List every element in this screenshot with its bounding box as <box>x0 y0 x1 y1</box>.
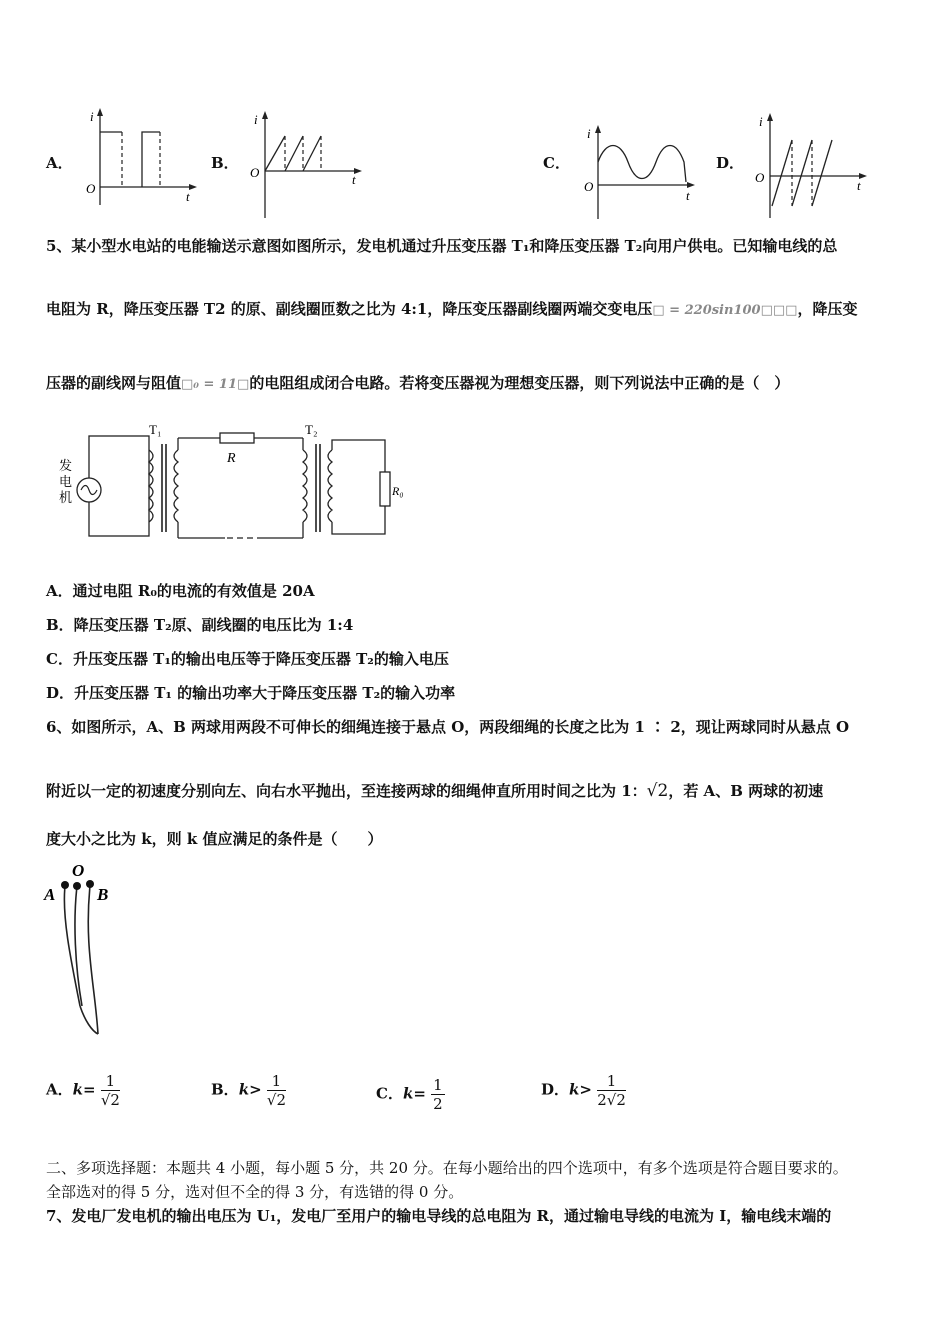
graph-d-axis-t: t <box>857 178 861 193</box>
resistor-r0-label: R₀ <box>392 484 404 498</box>
q5-formula-r0: □₀ = 11□ <box>181 377 250 392</box>
q5-line-2 <box>46 298 857 322</box>
graph-a-origin: O <box>86 181 96 196</box>
graph-c-axis-i: i <box>587 126 591 141</box>
t1-secondary-coil <box>174 450 178 522</box>
graph-d-axis-i: i <box>759 114 763 129</box>
graph-c-axis-t: t <box>686 188 690 203</box>
q6-option-b-label: B． <box>211 1080 239 1099</box>
q6-option-a-relation: k= <box>72 1080 96 1099</box>
graph-option-a-label: A． <box>46 154 73 172</box>
q6-fig-a: A <box>44 885 56 904</box>
q5-line-3-tail: 的电阻组成闭合电路。若将变压器视为理想变压器，则下列说法中正确的是（ ） <box>249 374 790 392</box>
q6-option-b-den: √2 <box>266 1091 286 1109</box>
q6-line-1: 6、如图所示，A、B 两球用两段不可伸长的细绳连接于悬点 O，两段细绳的长度之比为 1 ∶ 2，现让两球同时从悬点 O <box>46 718 850 736</box>
t1-label: T₁ <box>149 422 162 437</box>
q6-option-d-fraction <box>597 1072 626 1109</box>
q6-option-c-label: C． <box>376 1084 403 1103</box>
t1-primary-coil <box>149 450 153 522</box>
q5-option-a[interactable]: A．通过电阻 R₀的电流的有效值是 20A <box>46 582 315 600</box>
graph-b-axis-t: t <box>352 172 356 187</box>
q6-option-c-den: 2 <box>433 1095 443 1113</box>
graph-c <box>578 122 698 220</box>
q6-option-c-fraction <box>431 1076 445 1113</box>
graph-c-origin: O <box>584 179 594 194</box>
q6-line-3: 度大小之比为 k，则 k 值应满足的条件是（ ） <box>46 830 383 848</box>
graph-option-c-label: C． <box>543 154 570 172</box>
q6-option-a-den: √2 <box>100 1091 120 1109</box>
generator-char-1: 发 <box>59 458 73 473</box>
graph-b-origin: O <box>250 165 260 180</box>
graph-d <box>750 110 875 220</box>
q6-option-b[interactable] <box>211 1072 286 1109</box>
q6-fig-o: O <box>72 861 85 880</box>
q6-option-c-num: 1 <box>433 1076 443 1094</box>
q6-option-d-label: D． <box>541 1080 570 1099</box>
q6-option-b-relation: k> <box>238 1080 262 1099</box>
q5-formula-u: □ = 220sin100□□□ <box>652 303 798 318</box>
q5-line-3 <box>46 372 789 396</box>
q6-option-a-fraction <box>101 1072 120 1109</box>
graph-b-axis-i: i <box>254 112 258 127</box>
ball-b <box>86 880 94 888</box>
q6-option-d-den: 2√2 <box>597 1091 626 1109</box>
resistor-r0 <box>380 472 390 506</box>
q6-option-c[interactable] <box>376 1076 445 1113</box>
q6-fig-b: B <box>97 885 109 904</box>
q6-line-2-tail: ，若 A、B 两球的初速 <box>668 782 824 800</box>
graph-option-b-label: B． <box>211 154 239 172</box>
graph-b <box>245 108 370 220</box>
q5-line-2-tail: ，降压变 <box>797 300 858 318</box>
section-2-line-1: 二、多项选择题：本题共 4 小题，每小题 5 分，共 20 分。在每小题给出的四个选项中，有多个选项是符合题目要求的。 <box>46 1159 848 1177</box>
graph-a-axis-i: i <box>90 109 94 124</box>
q6-figure <box>40 856 140 1041</box>
t2-primary-coil <box>303 450 307 522</box>
q6-option-a-num: 1 <box>101 1072 120 1091</box>
graph-option-d-label: D． <box>716 154 745 172</box>
t2-secondary-coil <box>328 450 332 522</box>
section-2-line-2: 全部选对的得 5 分，选对但不全的得 3 分，有选错的得 0 分。 <box>46 1183 464 1201</box>
q6-sqrt2: √2 <box>646 781 669 801</box>
graph-d-origin: O <box>755 170 765 185</box>
q6-option-b-fraction <box>267 1072 286 1109</box>
q6-line-2 <box>46 780 823 802</box>
q6-option-a[interactable] <box>46 1072 120 1109</box>
q5-line-2-text: 电阻为 R，降压变压器 T2 的原、副线圈匝数之比为 4:1，降压变压器副线圈两端交变电压 <box>46 300 653 318</box>
q5-option-c[interactable]: C．升压变压器 T₁的输出电压等于降压变压器 T₂的输入电压 <box>46 650 449 668</box>
t2-label: T₂ <box>305 422 318 437</box>
q6-option-d-num: 1 <box>597 1072 626 1091</box>
q5-circuit-diagram <box>55 420 415 550</box>
q5-option-d[interactable]: D．升压变压器 T₁ 的输出功率大于降压变压器 T₂的输入功率 <box>46 684 456 702</box>
generator-char-2: 电 <box>59 474 73 489</box>
graph-a-axis-t: t <box>186 189 190 204</box>
q6-option-d-relation: k> <box>569 1080 592 1099</box>
ball-a <box>61 881 69 889</box>
q5-line-1: 5、某小型水电站的电能输送示意图如图所示，发电机通过升压变压器 T₁和降压变压器 T₂向用户供电。已知输电线的总 <box>46 237 838 255</box>
q6-option-b-num: 1 <box>267 1072 286 1091</box>
q5-option-b[interactable]: B．降压变压器 T₂原、副线圈的电压比为 1:4 <box>46 616 354 634</box>
q7-line-1: 7、发电厂发电机的输出电压为 U₁，发电厂至用户的输电导线的总电阻为 R，通过输电导线的电流为 I，输电线末端的 <box>46 1207 832 1225</box>
q6-option-d[interactable] <box>541 1072 626 1109</box>
resistor-r <box>220 433 254 443</box>
q6-option-a-label: A． <box>46 1080 73 1099</box>
graph-a <box>80 105 200 210</box>
point-o <box>73 882 81 890</box>
q5-line-3-text: 压器的副线网与阻值 <box>46 374 182 392</box>
generator-char-3: 机 <box>59 490 73 505</box>
q6-option-c-relation: k= <box>402 1084 426 1103</box>
resistor-r-label: R <box>227 451 236 466</box>
q6-line-2-text: 附近以一定的初速度分别向左、向右水平抛出，至连接两球的细绳伸直所用时间之比为 1： <box>46 782 647 800</box>
